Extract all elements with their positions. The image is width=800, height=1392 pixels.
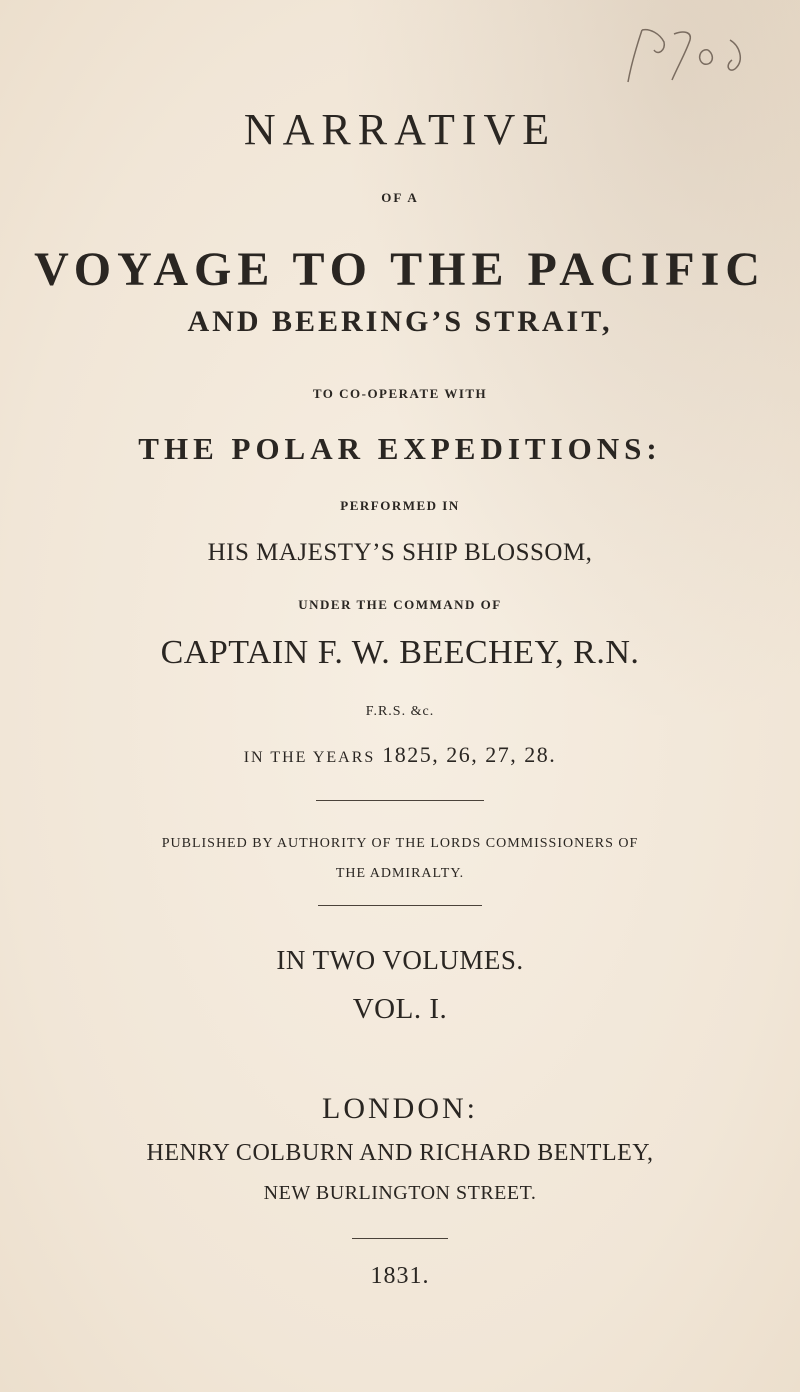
text-london: LONDON: <box>322 1092 478 1125</box>
heading-beering-strait: AND BEERING’S STRAIT, <box>187 305 613 338</box>
text-under-command: UNDER THE COMMAND OF <box>298 597 502 612</box>
divider-rule <box>352 1238 448 1239</box>
years-prefix: IN THE YEARS <box>243 749 376 766</box>
text-to-cooperate: TO CO-OPERATE WITH <box>312 386 488 401</box>
years-values: 1825, 26, 27, 28. <box>382 742 557 767</box>
divider-rule <box>318 905 482 906</box>
text-street: NEW BURLINGTON STREET. <box>263 1182 537 1204</box>
heading-voyage: VOYAGE TO THE PACIFIC <box>34 243 766 296</box>
handwritten-shelfmark <box>620 20 770 100</box>
text-captain: CAPTAIN F. W. BEECHEY, R.N. <box>160 634 640 671</box>
heading-narrative: NARRATIVE <box>243 105 557 154</box>
text-performed-in: PERFORMED IN <box>340 498 460 513</box>
text-admiralty: THE ADMIRALTY. <box>335 866 465 881</box>
text-published-by: PUBLISHED BY AUTHORITY OF THE LORDS COMMISSIONERS OF <box>161 836 639 851</box>
heading-polar-expeditions: THE POLAR EXPEDITIONS: <box>138 431 662 466</box>
text-of-a: OF A <box>381 190 419 205</box>
text-publication-year: 1831. <box>370 1263 430 1289</box>
text-ship-name: HIS MAJESTY’S SHIP BLOSSOM, <box>207 539 593 566</box>
text-years <box>0 742 800 768</box>
text-frs: F.R.S. &c. <box>365 704 435 719</box>
divider-rule <box>316 800 484 801</box>
text-volume-number: VOL. I. <box>352 993 448 1025</box>
text-publishers: HENRY COLBURN AND RICHARD BENTLEY, <box>146 1140 654 1166</box>
text-two-volumes: IN TWO VOLUMES. <box>276 945 524 975</box>
